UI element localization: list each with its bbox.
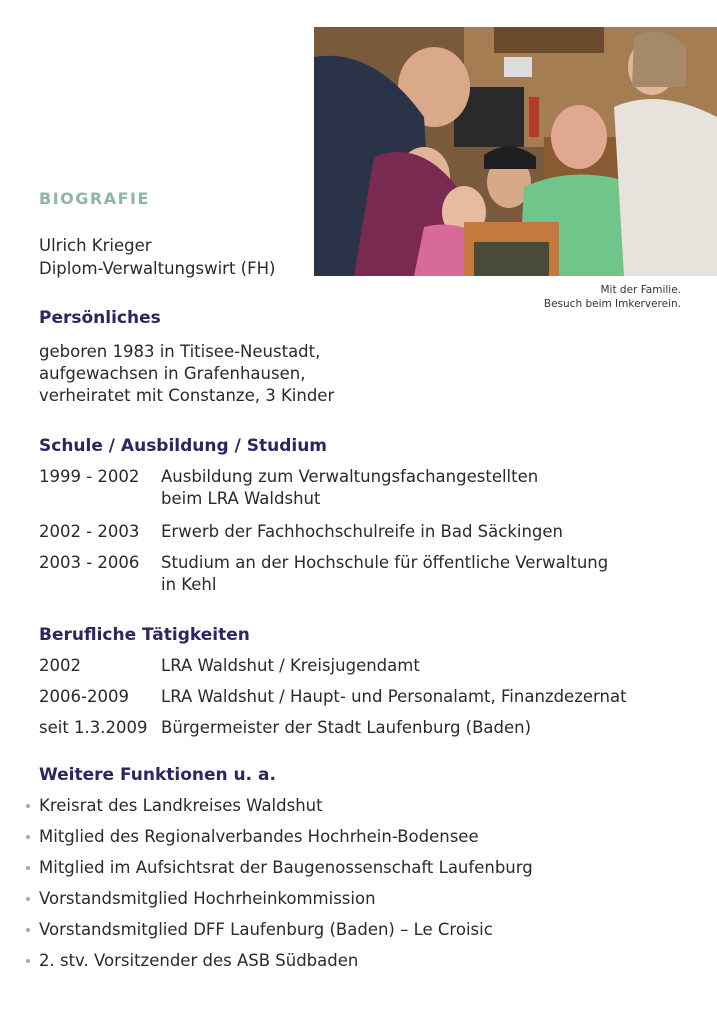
education-years: 1999 - 2002: [39, 467, 140, 486]
education-years: 2003 - 2006: [39, 553, 140, 572]
education-heading: Schule / Ausbildung / Studium: [39, 436, 328, 456]
function-text: 2. stv. Vorsitzender des ASB Südbaden: [39, 951, 359, 970]
education-line: Studium an der Hochschule für öffentliche Verwaltung: [161, 553, 609, 572]
function-text: Mitglied des Regionalverbandes Hochrhein-Bodensee: [39, 827, 479, 846]
education-text: [161, 466, 701, 510]
education-line: Ausbildung zum Verwaltungsfachangestellten: [161, 467, 539, 486]
person-block: [39, 234, 275, 280]
education-years: 2002 - 2003: [39, 522, 140, 541]
career-years: seit 1.3.2009: [39, 718, 148, 737]
career-text: LRA Waldshut / Haupt- und Personalamt, Finanzdezernat: [161, 687, 627, 706]
function-text: Vorstandsmitglied DFF Laufenburg (Baden) – Le Croisic: [39, 920, 493, 939]
function-text: Vorstandsmitglied Hochrheinkommission: [39, 889, 376, 908]
functions-heading: Weitere Funktionen u. a.: [39, 765, 276, 785]
education-text: [161, 552, 701, 596]
career-text: LRA Waldshut / Kreisjugendamt: [161, 656, 420, 675]
bullet-icon: [26, 866, 30, 870]
personal-line: verheiratet mit Constanze, 3 Kinder: [39, 386, 335, 405]
bullet-icon: [26, 959, 30, 963]
education-line: Erwerb der Fachhochschulreife in Bad Säckingen: [161, 522, 564, 541]
photo-illustration: [314, 27, 717, 276]
photo-caption: [381, 283, 681, 311]
career-text: Bürgermeister der Stadt Laufenburg (Baden): [161, 718, 532, 737]
function-text: Mitglied im Aufsichtsrat der Baugenossenschaft Laufenburg: [39, 858, 533, 877]
bullet-icon: [26, 835, 30, 839]
bullet-icon: [26, 897, 30, 901]
bullet-icon: [26, 928, 30, 932]
career-heading: Berufliche Tätigkeiten: [39, 625, 250, 645]
education-text: [161, 521, 701, 543]
person-title: Diplom-Verwaltungswirt (FH): [39, 259, 276, 278]
person-name: Ulrich Krieger: [39, 236, 152, 255]
bullet-icon: [26, 804, 30, 808]
career-years: 2002: [39, 656, 81, 675]
caption-line: Mit der Familie.: [600, 284, 681, 296]
personal-line: geboren 1983 in Titisee-Neustadt,: [39, 342, 321, 361]
section-label: BIOGRAFIE: [39, 189, 150, 208]
personal-text: [39, 341, 334, 407]
education-line: beim LRA Waldshut: [161, 489, 321, 508]
caption-line: Besuch beim Imkerverein.: [543, 298, 681, 310]
career-years: 2006-2009: [39, 687, 129, 706]
personal-line: aufgewachsen in Grafenhausen,: [39, 364, 306, 383]
education-line: in Kehl: [161, 575, 217, 594]
family-photo: [314, 27, 717, 276]
personal-heading: Persönliches: [39, 308, 161, 328]
function-text: Kreisrat des Landkreises Waldshut: [39, 796, 323, 815]
